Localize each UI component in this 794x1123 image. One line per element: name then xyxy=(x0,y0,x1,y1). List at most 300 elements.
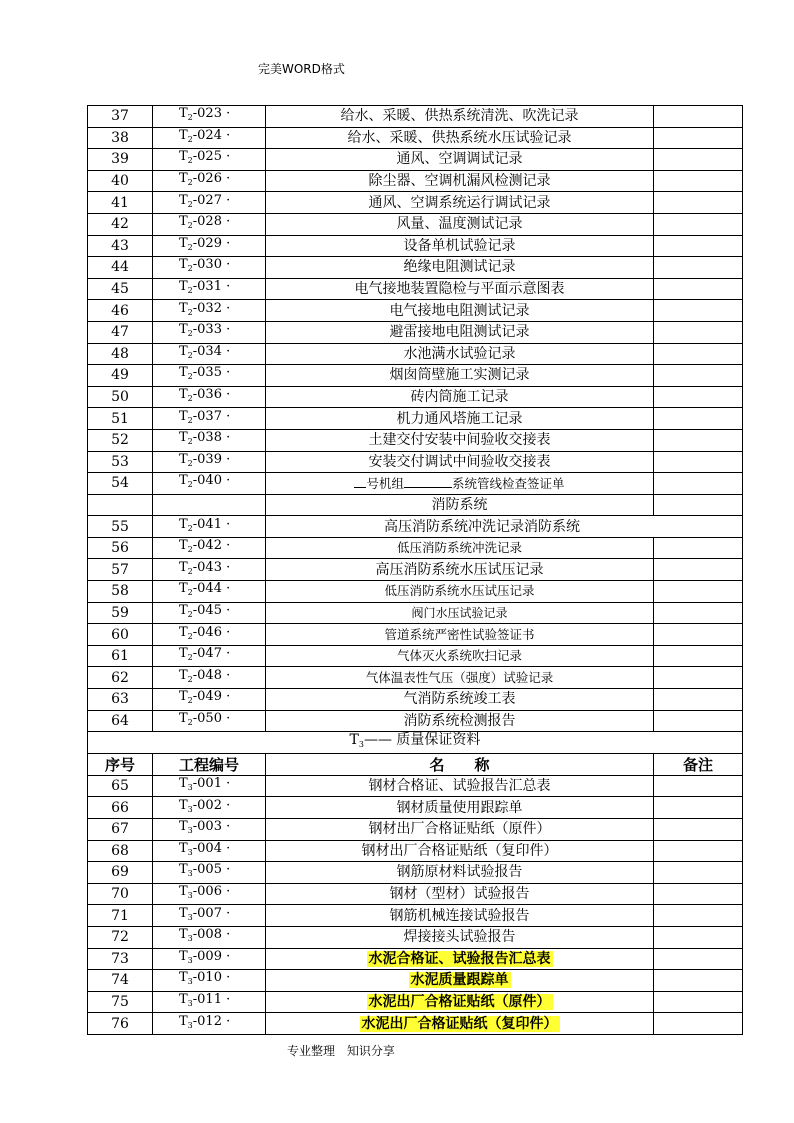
code-subscript: 2 xyxy=(187,350,193,360)
code-number: -034 · xyxy=(192,343,231,359)
code-subscript: 2 xyxy=(187,372,193,382)
table-row xyxy=(88,386,743,408)
code-cell xyxy=(153,905,266,927)
code-number: -007 · xyxy=(192,905,231,921)
table-row xyxy=(88,106,743,128)
code-subscript: 3 xyxy=(187,1020,193,1030)
record-name: 焊接接头试验报告 xyxy=(266,926,654,948)
record-name: 高压消防系统水压试压记录 xyxy=(266,559,654,581)
code-cell xyxy=(153,689,266,711)
code-prefix: T xyxy=(179,235,188,251)
code-number: -006 · xyxy=(192,884,231,900)
code-prefix: T xyxy=(179,473,188,489)
code-prefix: T xyxy=(179,516,188,532)
row-number: 55 xyxy=(88,516,153,538)
code-subscript: 3 xyxy=(187,977,193,987)
code-number: -047 · xyxy=(192,646,231,662)
table-row xyxy=(88,926,743,948)
code-number: -029 · xyxy=(192,235,231,251)
code-subscript: 3 xyxy=(187,869,193,879)
remark-cell xyxy=(654,408,743,430)
code-prefix: T xyxy=(179,602,188,618)
record-name xyxy=(266,991,654,1013)
record-name: 钢材（型材）试验报告 xyxy=(266,883,654,905)
record-name: 砖内筒施工记录 xyxy=(266,386,654,408)
code-prefix: T xyxy=(179,387,188,403)
record-name: 给水、采暖、供热系统水压试验记录 xyxy=(266,127,654,149)
remark-cell xyxy=(654,257,743,279)
code-prefix: T xyxy=(179,300,188,316)
code-number: -010 · xyxy=(192,970,231,986)
code-prefix: T xyxy=(179,430,188,446)
remark-cell xyxy=(654,645,743,667)
code-cell xyxy=(153,559,266,581)
header-name: 名 称 xyxy=(266,754,654,776)
code-cell xyxy=(153,343,266,365)
code-number: -046 · xyxy=(192,624,231,640)
code-subscript: 3 xyxy=(187,826,193,836)
code-cell xyxy=(153,106,266,128)
record-name: 避雷接地电阻测试记录 xyxy=(266,321,654,343)
section-subscript: 3 xyxy=(358,740,364,750)
remark-cell xyxy=(654,127,743,149)
code-number: -037 · xyxy=(192,408,231,424)
code-subscript: 2 xyxy=(187,631,193,641)
code-prefix: T xyxy=(179,970,188,986)
row-number: 68 xyxy=(88,840,153,862)
code-prefix: T xyxy=(179,279,188,295)
code-subscript: 2 xyxy=(187,458,193,468)
code-cell xyxy=(153,429,266,451)
table-row xyxy=(88,365,743,387)
row-number: 50 xyxy=(88,386,153,408)
code-cell xyxy=(153,537,266,559)
highlighted-name: 水泥合格证、试验报告汇总表 xyxy=(368,950,551,967)
table-row xyxy=(88,905,743,927)
code-number: -043 · xyxy=(192,559,231,575)
empty-cell xyxy=(153,494,266,516)
page-footer: 专业整理 知识分享 xyxy=(287,1044,395,1058)
remark-cell xyxy=(654,451,743,473)
code-prefix: T xyxy=(179,624,188,640)
row-number: 67 xyxy=(88,819,153,841)
code-subscript: 2 xyxy=(187,696,193,706)
header-no: 序号 xyxy=(88,754,153,776)
records-table xyxy=(87,105,743,1035)
code-number: -001 · xyxy=(192,776,231,792)
code-prefix: T xyxy=(179,365,188,381)
code-cell xyxy=(153,667,266,689)
table-row xyxy=(88,473,743,495)
code-prefix: T xyxy=(179,451,188,467)
table-row xyxy=(88,257,743,279)
code-number: -004 · xyxy=(192,840,231,856)
record-name: 安装交付调试中间验收交接表 xyxy=(266,451,654,473)
table-row xyxy=(88,667,743,689)
code-subscript: 2 xyxy=(187,545,193,555)
code-cell xyxy=(153,840,266,862)
code-subscript: 2 xyxy=(187,717,193,727)
code-subscript: 2 xyxy=(187,415,193,425)
row-number: 40 xyxy=(88,170,153,192)
remark-cell xyxy=(654,149,743,171)
table-row xyxy=(88,516,743,538)
table-row xyxy=(88,991,743,1013)
row-number: 63 xyxy=(88,689,153,711)
code-cell xyxy=(153,321,266,343)
code-subscript: 2 xyxy=(187,653,193,663)
remark-cell xyxy=(654,343,743,365)
code-cell xyxy=(153,581,266,603)
code-number: -002 · xyxy=(192,797,231,813)
code-prefix: T xyxy=(179,884,188,900)
record-name: 消防系统检测报告 xyxy=(266,710,654,732)
code-subscript: 2 xyxy=(187,199,193,209)
code-cell xyxy=(153,170,266,192)
table-row xyxy=(88,581,743,603)
code-subscript: 2 xyxy=(187,178,193,188)
code-subscript: 2 xyxy=(187,566,193,576)
remark-cell xyxy=(654,429,743,451)
code-cell xyxy=(153,624,266,646)
table-row xyxy=(88,775,743,797)
table-row xyxy=(88,343,743,365)
code-number: -031 · xyxy=(192,279,231,295)
code-cell xyxy=(153,149,266,171)
code-prefix: T xyxy=(179,840,188,856)
remark-cell xyxy=(654,840,743,862)
code-subscript: 3 xyxy=(187,804,193,814)
table-row xyxy=(88,451,743,473)
row-number: 56 xyxy=(88,537,153,559)
code-subscript: 2 xyxy=(187,394,193,404)
record-name xyxy=(266,970,654,992)
table-row xyxy=(88,559,743,581)
record-name: 水池满水试验记录 xyxy=(266,343,654,365)
code-cell xyxy=(153,235,266,257)
code-prefix: T xyxy=(179,343,188,359)
remark-cell xyxy=(654,386,743,408)
record-name: 低压消防系统水压试压记录 xyxy=(266,581,654,603)
row-number: 76 xyxy=(88,1013,153,1035)
code-cell xyxy=(153,127,266,149)
row-number: 72 xyxy=(88,926,153,948)
table-row xyxy=(88,797,743,819)
remark-cell xyxy=(654,991,743,1013)
record-name: 钢筋原材料试验报告 xyxy=(266,862,654,884)
remark-cell xyxy=(654,948,743,970)
remark-cell xyxy=(654,581,743,603)
code-number: -038 · xyxy=(192,430,231,446)
record-name: 除尘器、空调机漏风检测记录 xyxy=(266,170,654,192)
table-row xyxy=(88,602,743,624)
remark-cell xyxy=(654,235,743,257)
table-row xyxy=(88,624,743,646)
record-name: 电气接地装置隐检与平面示意图表 xyxy=(266,278,654,300)
code-cell xyxy=(153,365,266,387)
code-prefix: T xyxy=(179,257,188,273)
row-number: 61 xyxy=(88,645,153,667)
code-subscript: 2 xyxy=(187,480,193,490)
code-prefix: T xyxy=(179,538,188,554)
record-name-part: 号机组 xyxy=(366,475,404,491)
row-number: 37 xyxy=(88,106,153,128)
code-subscript: 2 xyxy=(187,242,193,252)
code-cell xyxy=(153,862,266,884)
blank-line xyxy=(354,475,366,488)
code-prefix: T xyxy=(179,559,188,575)
remark-cell xyxy=(654,494,743,516)
table-row xyxy=(88,862,743,884)
section-title xyxy=(88,732,743,754)
section-row xyxy=(88,732,743,754)
code-subscript: 3 xyxy=(187,783,193,793)
table-row xyxy=(88,840,743,862)
row-number: 65 xyxy=(88,775,153,797)
code-number: -027 · xyxy=(192,192,231,208)
code-number: -050 · xyxy=(192,710,231,726)
record-name: 通风、空调系统运行调试记录 xyxy=(266,192,654,214)
row-number: 45 xyxy=(88,278,153,300)
code-prefix: T xyxy=(179,171,188,187)
highlighted-name: 水泥出厂合格证贴纸（复印件） xyxy=(361,1015,558,1032)
remark-cell xyxy=(654,667,743,689)
table-row xyxy=(88,235,743,257)
code-prefix: T xyxy=(179,710,188,726)
record-name: 机力通风塔施工记录 xyxy=(266,408,654,430)
record-name: 气体灭火系统吹扫记录 xyxy=(266,645,654,667)
code-cell xyxy=(153,473,266,495)
code-number: -040 · xyxy=(192,473,231,489)
remark-cell xyxy=(654,883,743,905)
row-number: 44 xyxy=(88,257,153,279)
code-number: -025 · xyxy=(192,149,231,165)
code-subscript: 3 xyxy=(187,999,193,1009)
code-prefix: T xyxy=(179,322,188,338)
remark-cell xyxy=(654,862,743,884)
code-prefix: T xyxy=(179,127,188,143)
table-row xyxy=(88,883,743,905)
row-number: 59 xyxy=(88,602,153,624)
row-number: 58 xyxy=(88,581,153,603)
remark-cell xyxy=(654,106,743,128)
code-number: -041 · xyxy=(192,516,231,532)
remark-cell xyxy=(654,797,743,819)
row-number: 46 xyxy=(88,300,153,322)
code-number: -039 · xyxy=(192,451,231,467)
code-cell xyxy=(153,278,266,300)
code-prefix: T xyxy=(179,408,188,424)
table-row xyxy=(88,1013,743,1035)
code-number: -030 · xyxy=(192,257,231,273)
code-subscript: 2 xyxy=(187,286,193,296)
code-cell xyxy=(153,516,266,538)
code-number: -045 · xyxy=(192,602,231,618)
code-cell xyxy=(153,213,266,235)
code-number: -023 · xyxy=(192,106,231,122)
row-number: 74 xyxy=(88,970,153,992)
remark-cell xyxy=(654,1013,743,1035)
record-name: 设备单机试验记录 xyxy=(266,235,654,257)
record-name: 低压消防系统冲洗记录 xyxy=(266,537,654,559)
row-number: 48 xyxy=(88,343,153,365)
code-cell xyxy=(153,948,266,970)
code-cell xyxy=(153,970,266,992)
section-prefix: T xyxy=(349,732,359,749)
row-number: 42 xyxy=(88,213,153,235)
remark-cell xyxy=(654,365,743,387)
remark-cell xyxy=(654,970,743,992)
code-prefix: T xyxy=(179,905,188,921)
code-number: -005 · xyxy=(192,862,231,878)
code-cell xyxy=(153,602,266,624)
table-row xyxy=(88,127,743,149)
record-name: 钢材合格证、试验报告汇总表 xyxy=(266,775,654,797)
code-subscript: 3 xyxy=(187,847,193,857)
record-name: 风量、温度测试记录 xyxy=(266,213,654,235)
row-number: 70 xyxy=(88,883,153,905)
table-row xyxy=(88,192,743,214)
row-number: 64 xyxy=(88,710,153,732)
page-header: 完美WORD格式 xyxy=(258,62,345,76)
code-number: -008 · xyxy=(192,927,231,943)
code-prefix: T xyxy=(179,927,188,943)
code-subscript: 2 xyxy=(187,609,193,619)
code-prefix: T xyxy=(179,214,188,230)
record-name: 烟囱筒壁施工实测记录 xyxy=(266,365,654,387)
code-cell xyxy=(153,451,266,473)
code-prefix: T xyxy=(179,862,188,878)
table-row xyxy=(88,948,743,970)
code-cell xyxy=(153,926,266,948)
code-number: -049 · xyxy=(192,689,231,705)
code-number: -009 · xyxy=(192,948,231,964)
remark-cell xyxy=(654,602,743,624)
code-subscript: 2 xyxy=(187,134,193,144)
row-number: 57 xyxy=(88,559,153,581)
code-subscript: 2 xyxy=(187,523,193,533)
table-row xyxy=(88,149,743,171)
row-number: 38 xyxy=(88,127,153,149)
empty-cell xyxy=(88,494,153,516)
row-number: 41 xyxy=(88,192,153,214)
row-number: 60 xyxy=(88,624,153,646)
code-number: -032 · xyxy=(192,300,231,316)
code-cell xyxy=(153,991,266,1013)
code-number: -026 · xyxy=(192,171,231,187)
table-row xyxy=(88,408,743,430)
code-subscript: 2 xyxy=(187,156,193,166)
table-row xyxy=(88,689,743,711)
record-name xyxy=(266,473,654,495)
row-number: 52 xyxy=(88,429,153,451)
remark-cell xyxy=(654,689,743,711)
remark-cell xyxy=(654,624,743,646)
code-prefix: T xyxy=(179,776,188,792)
code-cell xyxy=(153,192,266,214)
code-subscript: 3 xyxy=(187,891,193,901)
code-cell xyxy=(153,710,266,732)
code-number: -012 · xyxy=(192,1013,231,1029)
record-name xyxy=(266,948,654,970)
row-number: 73 xyxy=(88,948,153,970)
code-number: -003 · xyxy=(192,819,231,835)
record-name: 阀门水压试验记录 xyxy=(266,602,654,624)
header-row xyxy=(88,754,743,776)
code-cell xyxy=(153,883,266,905)
record-name: 通风、空调调试记录 xyxy=(266,149,654,171)
code-cell xyxy=(153,797,266,819)
remark-cell xyxy=(654,710,743,732)
code-cell xyxy=(153,408,266,430)
code-subscript: 2 xyxy=(187,674,193,684)
table-row xyxy=(88,710,743,732)
record-name: 土建交付安装中间验收交接表 xyxy=(266,429,654,451)
code-number: -035 · xyxy=(192,365,231,381)
record-name: 钢材出厂合格证贴纸（原件） xyxy=(266,819,654,841)
code-number: -011 · xyxy=(192,992,231,1008)
record-name xyxy=(266,1013,654,1035)
remark-cell xyxy=(654,905,743,927)
highlighted-name: 水泥质量跟踪单 xyxy=(410,972,509,989)
code-number: -048 · xyxy=(192,667,231,683)
remark-cell xyxy=(654,819,743,841)
record-name: 高压消防系统冲洗记录消防系统 xyxy=(266,516,743,538)
code-prefix: T xyxy=(179,1013,188,1029)
record-name: 钢材出厂合格证贴纸（复印件） xyxy=(266,840,654,862)
remark-cell xyxy=(654,473,743,495)
remark-cell xyxy=(654,192,743,214)
code-number: -036 · xyxy=(192,387,231,403)
table-row xyxy=(88,429,743,451)
table-row xyxy=(88,213,743,235)
record-name: 气消防系统竣工表 xyxy=(266,689,654,711)
row-number: 53 xyxy=(88,451,153,473)
row-number: 39 xyxy=(88,149,153,171)
code-subscript: 2 xyxy=(187,221,193,231)
remark-cell xyxy=(654,213,743,235)
row-number: 51 xyxy=(88,408,153,430)
header-code: 工程编号 xyxy=(153,754,266,776)
code-cell xyxy=(153,257,266,279)
row-number: 66 xyxy=(88,797,153,819)
code-prefix: T xyxy=(179,106,188,122)
code-number: -042 · xyxy=(192,538,231,554)
row-number: 43 xyxy=(88,235,153,257)
code-prefix: T xyxy=(179,948,188,964)
code-subscript: 3 xyxy=(187,912,193,922)
table-row xyxy=(88,300,743,322)
remark-cell xyxy=(654,537,743,559)
code-subscript: 2 xyxy=(187,264,193,274)
remark-cell xyxy=(654,170,743,192)
code-cell xyxy=(153,300,266,322)
table-row xyxy=(88,321,743,343)
record-name: 钢筋机械连接试验报告 xyxy=(266,905,654,927)
code-prefix: T xyxy=(179,149,188,165)
code-subscript: 2 xyxy=(187,113,193,123)
code-subscript: 2 xyxy=(187,437,193,447)
code-cell xyxy=(153,775,266,797)
code-prefix: T xyxy=(179,646,188,662)
blank-line xyxy=(404,475,452,488)
code-prefix: T xyxy=(179,689,188,705)
record-name: 给水、采暖、供热系统清洗、吹洗记录 xyxy=(266,106,654,128)
section-row xyxy=(88,494,743,516)
header-remark: 备注 xyxy=(654,754,743,776)
row-number: 54 xyxy=(88,473,153,495)
code-prefix: T xyxy=(179,667,188,683)
